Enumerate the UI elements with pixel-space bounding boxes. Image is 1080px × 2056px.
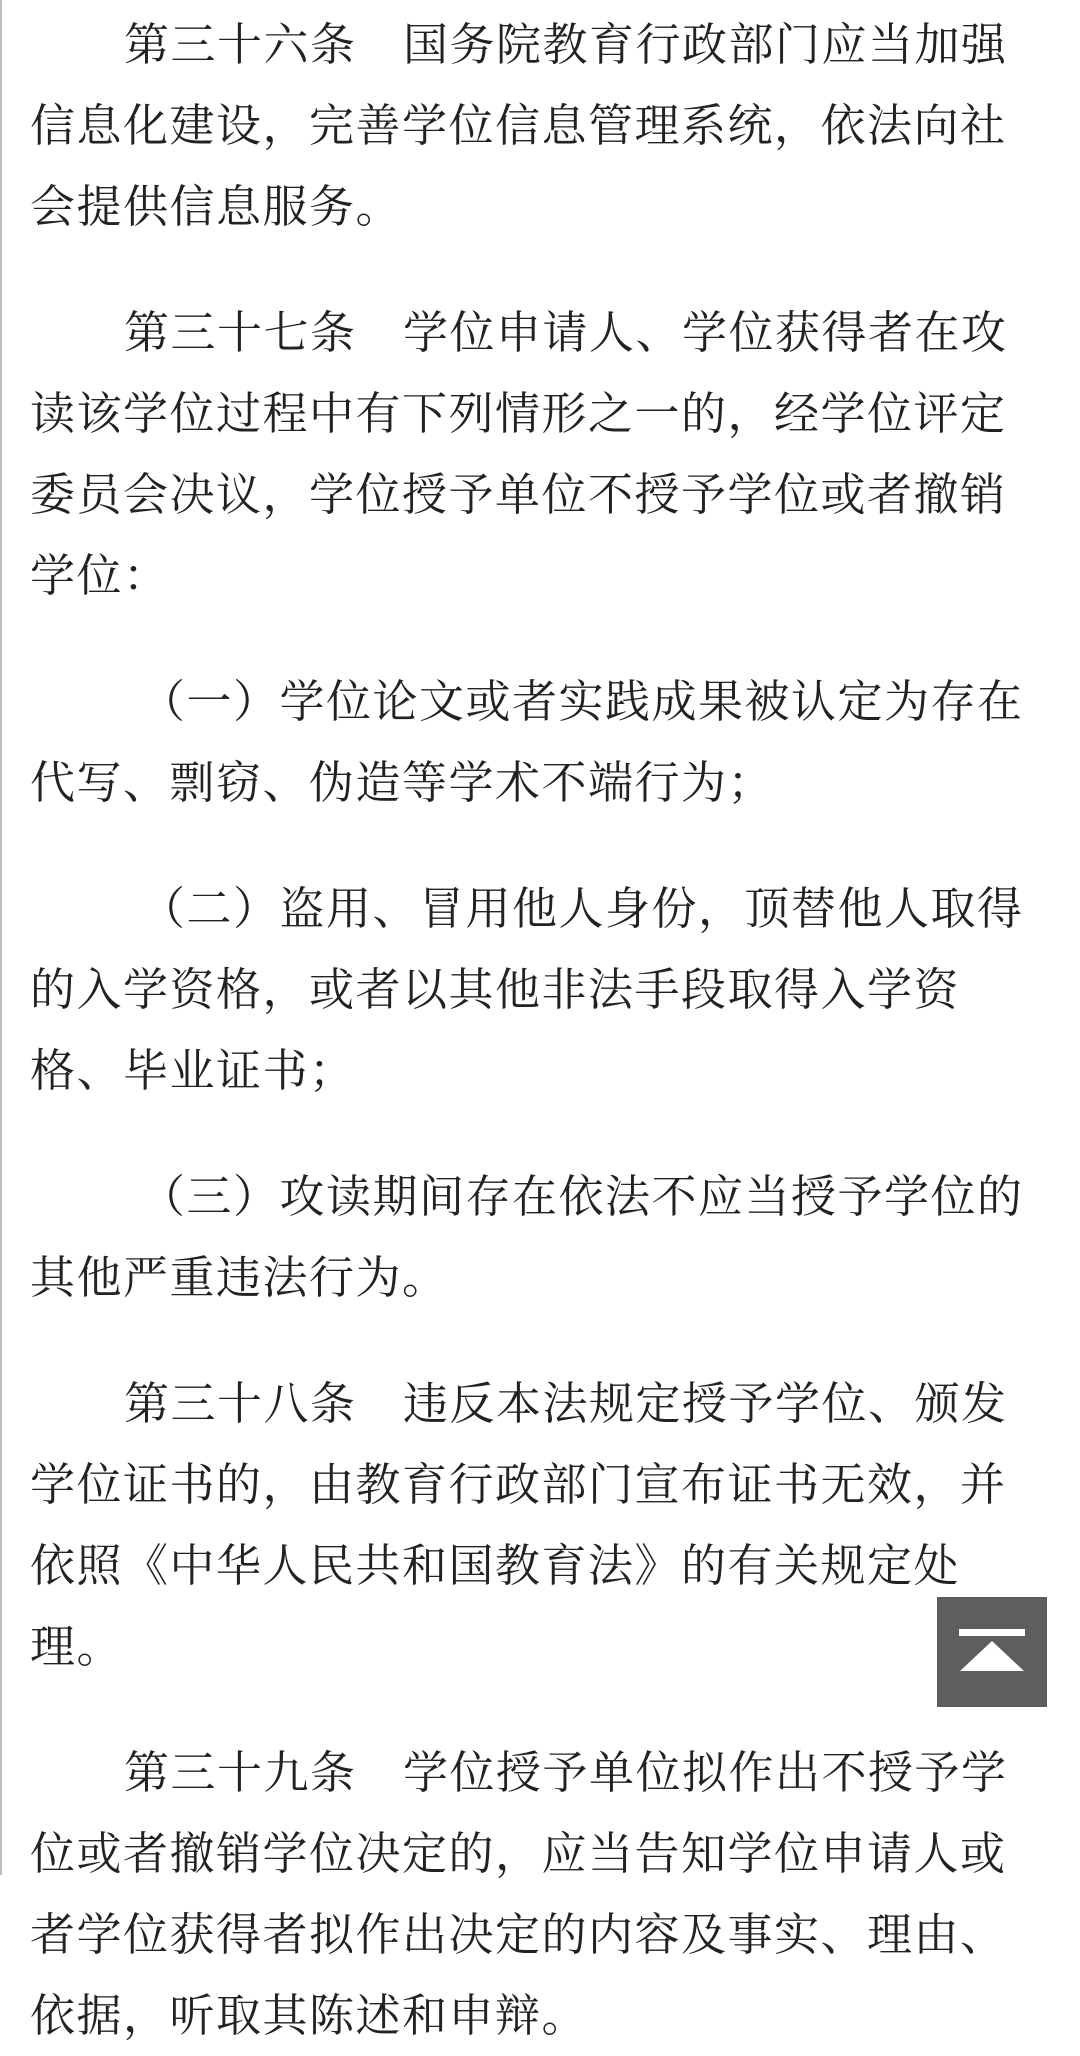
article-37: 第三十七条 学位申请人、学位获得者在攻读该学位过程中有下列情形之一的，经学位评定委员会决议，学位授予单位不授予学位或者撤销学位：	[30, 306, 1008, 602]
article-37-item-2: （二）盗用、冒用他人身份，顶替他人取得的入学资格，或者以其他非法手段取得入学资格、毕业证书；	[30, 882, 1024, 1097]
back-to-top-icon	[937, 1597, 1047, 1707]
article-36: 第三十六条 国务院教育行政部门应当加强信息化建设，完善学位信息管理系统，依法向社会提供信息服务。	[30, 18, 1008, 233]
article-39: 第三十九条 学位授予单位拟作出不授予学位或者撤销学位决定的，应当告知学位申请人或者学位获得者拟作出决定的内容及事实、理由、依据，听取其陈述和申辩。	[30, 1746, 1008, 2042]
back-to-top-button[interactable]	[937, 1597, 1047, 1707]
article-37-item-3: （三）攻读期间存在依法不应当授予学位的其他严重违法行为。	[30, 1170, 1024, 1304]
article-37-item-1: （一）学位论文或者实践成果被认定为存在代写、剽窃、伪造等学术不端行为；	[30, 675, 1024, 809]
article-38: 第三十八条 违反本法规定授予学位、颁发学位证书的，由教育行政部门宣布证书无效，并依照《中华人民共和国教育法》的有关规定处理。	[30, 1377, 1008, 1673]
